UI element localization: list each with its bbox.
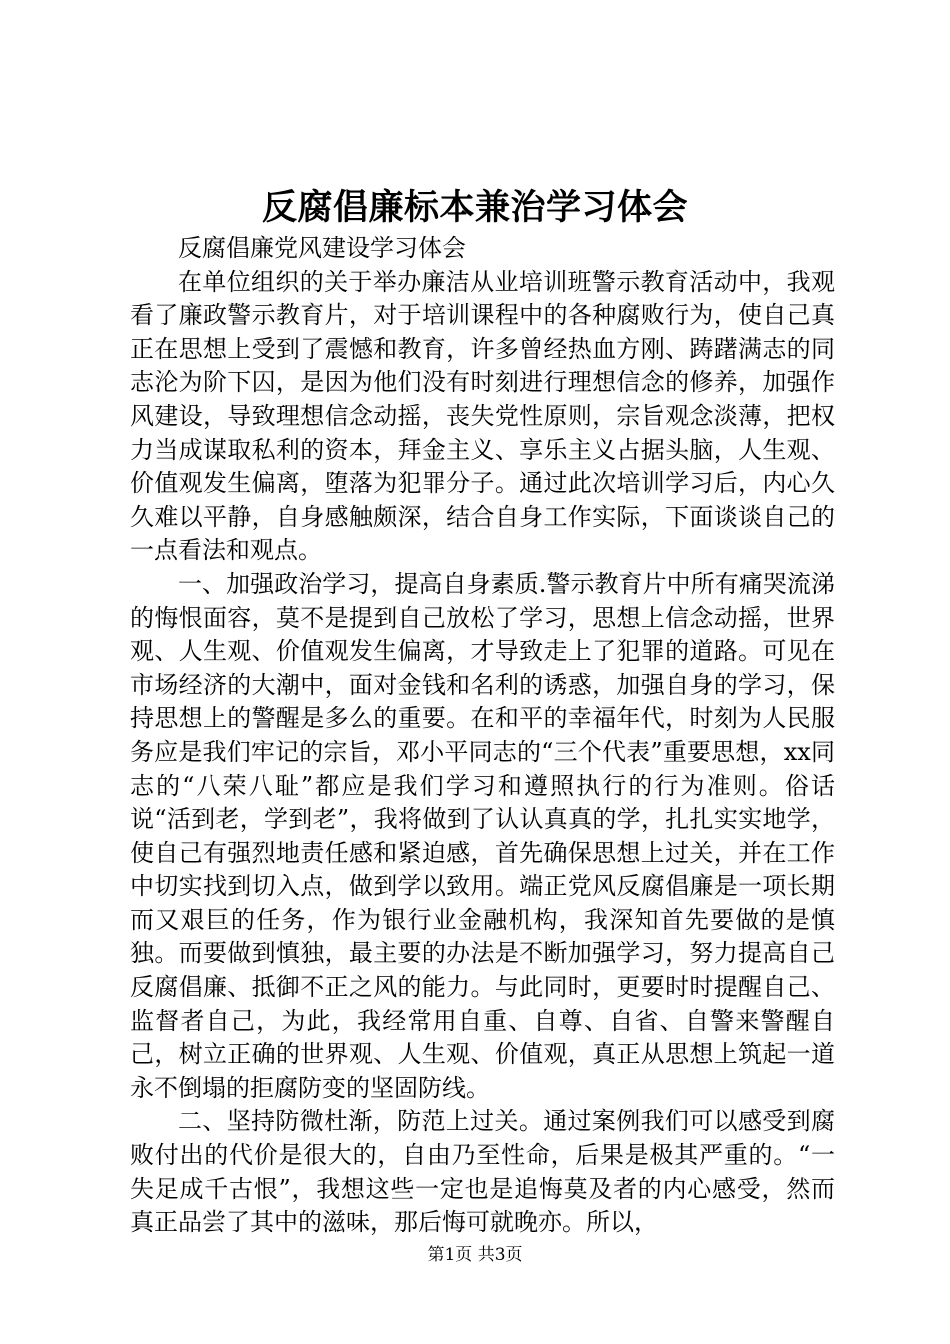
document-subtitle: 反腐倡廉党风建设学习体会 <box>178 234 466 262</box>
paragraph-section-2: 二、坚持防微杜渐，防范上过关。通过案例我们可以感受到腐败付出的代价是很大的，自由乃至性命，后果是极其严重的。“一失足成千古恨”，我想这些一定也是追悔莫及者的内心感受，然而真正品尝了其中的滋味，那后悔可就晚亦。所以， <box>130 1107 835 1237</box>
document-body <box>130 232 835 1240</box>
document-title: 反腐倡廉标本兼治学习体会 <box>261 187 688 228</box>
paragraph-section-1: 一、加强政治学习，提高自身素质.警示教育片中所有痛哭流涕的悔恨面容，莫不是提到自己放松了学习，思想上信念动摇，世界观、人生观、价值观发生偏离，才导致走上了犯罪的道路。可见在市场经济的大潮中，面对金钱和名利的诱惑，加强自身的学习，保持思想上的警醒是多么的重要。在和平的幸福年代，时刻为人民服务应是我们牢记的宗旨，邓小平同志的“三个代表”重要思想，xx同志的“八荣八耻”都应是我们学习和遵照执行的行为准则。俗话说“活到老，学到老”，我将做到了认认真真的学，扎扎实实地学，使自己有强烈地责任感和紧迫感，首先确保思想上过关，并在工作中切实找到切入点，做到学以致用。端正党风反腐倡廉是一项长期而又艰巨的任务，作为银行业金融机构，我深知首先要做的是慎独。而要做到慎独，最主要的办法是不断加强学习，努力提高自己反腐倡廉、抵御不正之风的能力。与此同时，更要时时提醒自己、监督者自己，为此，我经常用自重、自尊、自省、自警来警醒自己，树立正确的世界观、人生观、价值观，真正从思想上筑起一道永不倒塌的拒腐防变的坚固防线。 <box>130 569 835 1102</box>
paragraph-intro: 在单位组织的关于举办廉洁从业培训班警示教育活动中，我观看了廉政警示教育片，对于培训课程中的各种腐败行为，使自己真正在思想上受到了震憾和教育，许多曾经热血方刚、踌躇满志的同志沦为阶下囚，是因为他们没有时刻进行理想信念的修养，加强作风建设，导致理想信念动摇，丧失党性原则，宗旨观念淡薄，把权力当成谋取私利的资本，拜金主义、享乐主义占据头脑，人生观、价值观发生偏离，堕落为犯罪分子。通过此次培训学习后，内心久久难以平静，自身感触颇深，结合自身工作实际，下面谈谈自己的一点看法和观点。 <box>130 267 835 565</box>
page-number-footer: 第1页 共3页 <box>427 1245 523 1265</box>
